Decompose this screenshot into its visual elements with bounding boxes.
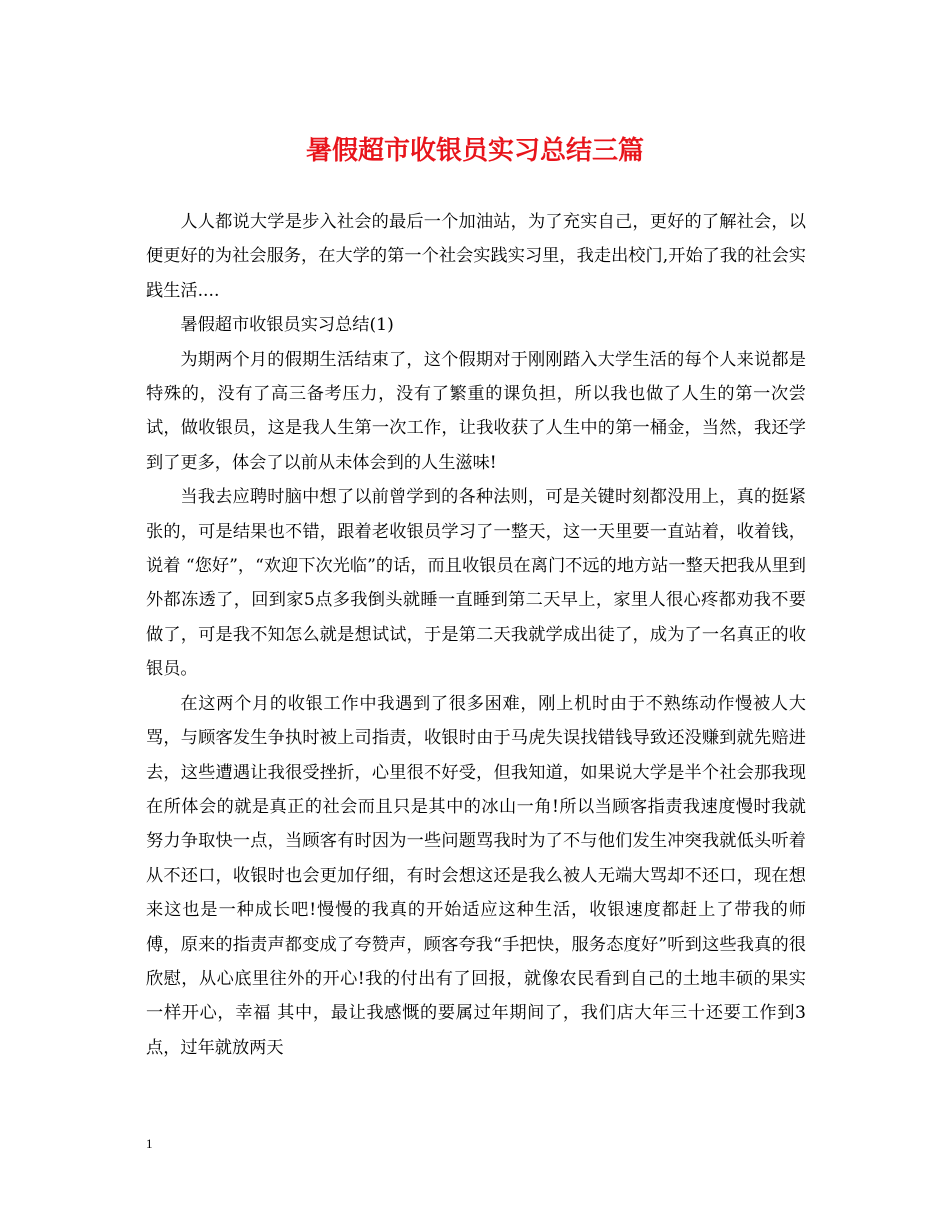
body-paragraph: 为期两个月的假期生活结束了，这个假期对于刚刚踏入大学生活的每个人来说都是特殊的，没有了高三备考压力，没有了繁重的课负担，所以我也做了人生的第一次尝试，做收银员，这是我人生第一次工作，让我收获了人生中的第一桶金，当然，我还学到了更多，体会了以前从未体会到的人生滋味! <box>146 349 806 473</box>
body-paragraph: 在这两个月的收银工作中我遇到了很多困难，刚上机时由于不熟练动作慢被人大骂，与顾客发生争执时被上司指责，收银时由于马虎失误找错钱导致还没赚到就先赔进去，这些遭遇让我很受挫折，心里很不好受，但我知道，如果说大学是半个社会那我现在所体会的就是真正的社会而且只是其中的冰山一角!所以当顾客指责我速度慢时我就努力争取快一点，当顾客有时因为一些问题骂我时为了不与他们发生冲突我就低头听着从不还口，收银时也会更加仔细，有时会想这还是我么被人无端大骂却不还口，现在想来这也是一种成长吧!慢慢的我真的开始适应这种生活，收银速度都赶上了带我的师傅，原来的指责声都变成了夸赞声，顾客夸我“手把快，服务态度好”听到这些我真的很欣慰，从心底里往外的开心!我的付出有了回报，就像农民看到自己的土地丰硕的果实一样开心，幸福 其中，最让我感慨的要属过年期间了，我们店大年三十还要工作到3点，过年就放两天 <box>146 693 806 1058</box>
page-number: 1 <box>146 1136 153 1151</box>
section-heading: 暑假超市收银员实习总结(1) <box>180 315 394 336</box>
page-title: 暑假超市收银员实习总结三篇 <box>305 136 644 166</box>
document-body <box>146 205 806 1065</box>
body-paragraph: 当我去应聘时脑中想了以前曾学到的各种法则，可是关键时刻都没用上，真的挺紧张的，可是结果也不错，跟着老收银员学习了一整天，这一天里要一直站着，收着钱，说着 “您好”，“欢迎下次光临”的话，而且收银员在离门不远的地方站一整天把我从里到外都冻透了，回到家5点多我倒头就睡一直睡到第二天早上，家里人很心疼都劝我不要做了，可是我不知怎么就是想试试，于是第二天我就学成出徒了，成为了一名真正的收银员。 <box>146 487 806 680</box>
intro-paragraph: 人人都说大学是步入社会的最后一个加油站，为了充实自己，更好的了解社会，以便更好的为社会服务，在大学的第一个社会实践实习里，我走出校门,开始了我的社会实践生活.... <box>146 212 806 301</box>
